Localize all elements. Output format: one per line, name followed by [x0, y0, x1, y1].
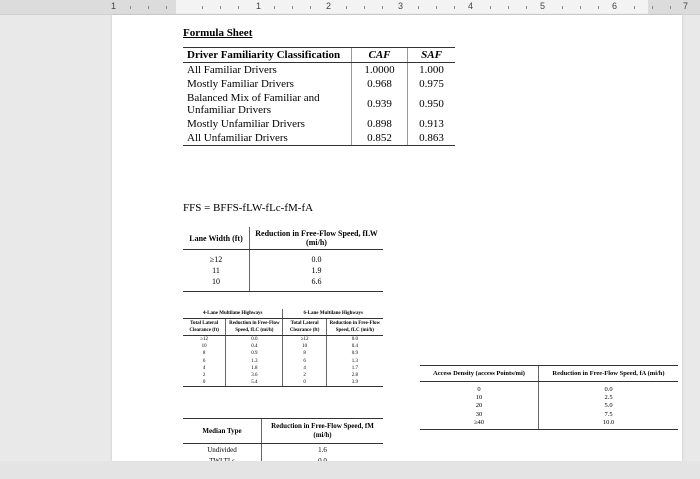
table-cell: 1.000 — [408, 63, 455, 78]
table-header: Reduction in Free-Flow Speed, fLC (mi/h) — [326, 319, 383, 336]
table-cell: 0.9 — [226, 350, 283, 357]
table-cell: 2.8 — [326, 372, 383, 379]
table-header: Access Density (access Points/mi) — [420, 366, 539, 382]
table-cell: All Unfamiliar Drivers — [183, 131, 352, 146]
ruler-number: 4 — [468, 1, 474, 11]
table-cell: 10.0 — [539, 419, 679, 430]
table-cell: 0.898 — [352, 117, 408, 131]
table-cell: 0.0 — [326, 336, 383, 344]
ruler-number: 3 — [398, 1, 404, 11]
table-cell: 6 — [283, 358, 326, 365]
table-header: SAF — [408, 48, 455, 63]
ruler-number: 7 — [683, 1, 689, 11]
table-cell: ≥12 — [200, 337, 208, 342]
table-cell: 0.4 — [226, 343, 283, 350]
table-cell: 10 — [183, 276, 250, 292]
table-cell: 0.4 — [326, 343, 383, 350]
table-row — [183, 77, 455, 91]
table-row — [183, 63, 455, 78]
table-cell: 7.5 — [539, 411, 679, 419]
table-header: Reduction in Free-Flow Speed, fLC (mi/h) — [226, 319, 283, 336]
table-cell: ≥12 — [209, 255, 223, 264]
table-cell: 0.939 — [352, 91, 408, 117]
table-cell: 0.0 — [539, 382, 679, 395]
table-cell: 0 — [183, 379, 226, 387]
table-cell: 2 — [283, 372, 326, 379]
table-cell: 1.3 — [326, 358, 383, 365]
table-cell: 0.0 — [250, 250, 384, 266]
table-header: Lane Width (ft) — [183, 227, 250, 250]
driver-familiarity-table — [183, 47, 455, 146]
lane-width-table — [183, 227, 383, 292]
table-cell: 6.6 — [250, 276, 384, 292]
table-cell: 0.9 — [326, 350, 383, 357]
table-cell: 0.975 — [408, 77, 455, 91]
table-cell: All Familiar Drivers — [187, 64, 277, 76]
table-cell: 8 — [283, 350, 326, 357]
table-row — [183, 365, 383, 372]
table-header: Total Lateral Clearance (ft) — [283, 319, 326, 336]
table-row — [183, 372, 383, 379]
table-header: CAF — [352, 48, 408, 63]
horizontal-ruler[interactable] — [0, 0, 700, 15]
table-row — [183, 131, 455, 146]
table-cell: 5.4 — [226, 379, 283, 387]
table-cell: Mostly Unfamiliar Drivers — [187, 118, 305, 130]
table-cell: 4 — [202, 365, 206, 371]
table-row — [420, 382, 678, 395]
table-cell: 3.6 — [226, 372, 283, 379]
bottom-area — [0, 461, 700, 479]
table-cell: 6 — [202, 358, 206, 364]
table-cell: 2.5 — [539, 394, 679, 402]
ruler-right-margin — [648, 0, 700, 14]
page-title: Formula Sheet — [183, 27, 253, 39]
ruler-number: 5 — [540, 1, 546, 11]
table-cell: 3.9 — [326, 379, 383, 387]
ruler-number: 6 — [612, 1, 618, 11]
table-header: Reduction in Free-Flow Speed, fA (mi/h) — [539, 366, 679, 382]
table-header: Median Type — [183, 419, 262, 444]
table-header: Reduction in Free-Flow Speed, fLW (mi/h) — [250, 227, 384, 250]
table-row — [183, 91, 455, 117]
table-cell: 1.8 — [226, 365, 283, 372]
table-cell: 0.863 — [408, 131, 455, 146]
table-cell: 2 — [202, 373, 206, 379]
table-cell: 4 — [283, 365, 326, 372]
ruler-left-margin — [0, 0, 176, 14]
table-cell: 0 — [283, 379, 326, 387]
table-row — [183, 250, 383, 266]
lateral-clearance-table — [183, 309, 383, 387]
table-row — [420, 394, 678, 402]
table-cell: 0.968 — [352, 77, 408, 91]
table-row — [183, 117, 455, 131]
ruler-number: 1 — [256, 1, 262, 11]
table-group-header: 6-Lane Multilane Highways — [283, 309, 383, 319]
table-row — [420, 402, 678, 410]
table-cell: 1.9 — [250, 265, 384, 276]
table-cell: 5.0 — [539, 402, 679, 410]
table-cell: 0.852 — [352, 131, 408, 146]
table-cell: 20 — [475, 402, 483, 410]
table-cell: 10 — [201, 344, 207, 350]
table-header: Reduction in Free-Flow Speed, fM (mi/h) — [262, 419, 384, 444]
access-density-table — [420, 365, 678, 430]
table-cell: 8 — [202, 351, 206, 357]
table-cell: ≥40 — [420, 419, 539, 430]
table-cell: 10 — [283, 343, 326, 350]
table-row — [420, 411, 678, 419]
table-cell: Undivided — [207, 446, 237, 454]
table-row — [183, 336, 383, 344]
document-page[interactable] — [112, 15, 682, 461]
table-row — [420, 419, 678, 430]
table-cell: 1.3 — [226, 358, 283, 365]
table-cell: Balanced Mix of Familiar and Unfamiliar Drivers — [187, 92, 320, 116]
table-cell: 0.0 — [226, 336, 283, 344]
ruler-number: 2 — [326, 1, 332, 11]
ruler-number: 1 — [111, 1, 117, 11]
table-cell: Mostly Familiar Drivers — [187, 78, 294, 90]
table-cell: 1.7 — [326, 365, 383, 372]
table-group-header: 4-Lane Multilane Highways — [183, 309, 283, 319]
table-cell: 1.0000 — [352, 63, 408, 78]
table-cell: 11 — [212, 266, 220, 275]
table-row — [183, 358, 383, 365]
table-header: Total Lateral Clearance (ft) — [183, 319, 226, 336]
table-row — [183, 444, 383, 456]
table-cell: 1.6 — [262, 444, 384, 456]
table-cell: 0.913 — [408, 117, 455, 131]
table-cell: 30 — [475, 410, 483, 418]
table-row — [183, 276, 383, 292]
table-row — [183, 265, 383, 276]
table-cell: 10 — [475, 394, 483, 402]
table-header: Driver Familiarity Classification — [183, 48, 352, 63]
table-row — [183, 379, 383, 387]
table-row — [183, 343, 383, 350]
table-cell: 0 — [477, 386, 481, 393]
ffs-formula: FFS = BFFS-fLW-fLc-fM-fA — [183, 202, 314, 214]
table-cell: 0.950 — [408, 91, 455, 117]
table-cell: ≥12 — [283, 336, 326, 344]
table-row — [183, 350, 383, 357]
median-type-table — [183, 418, 383, 466]
